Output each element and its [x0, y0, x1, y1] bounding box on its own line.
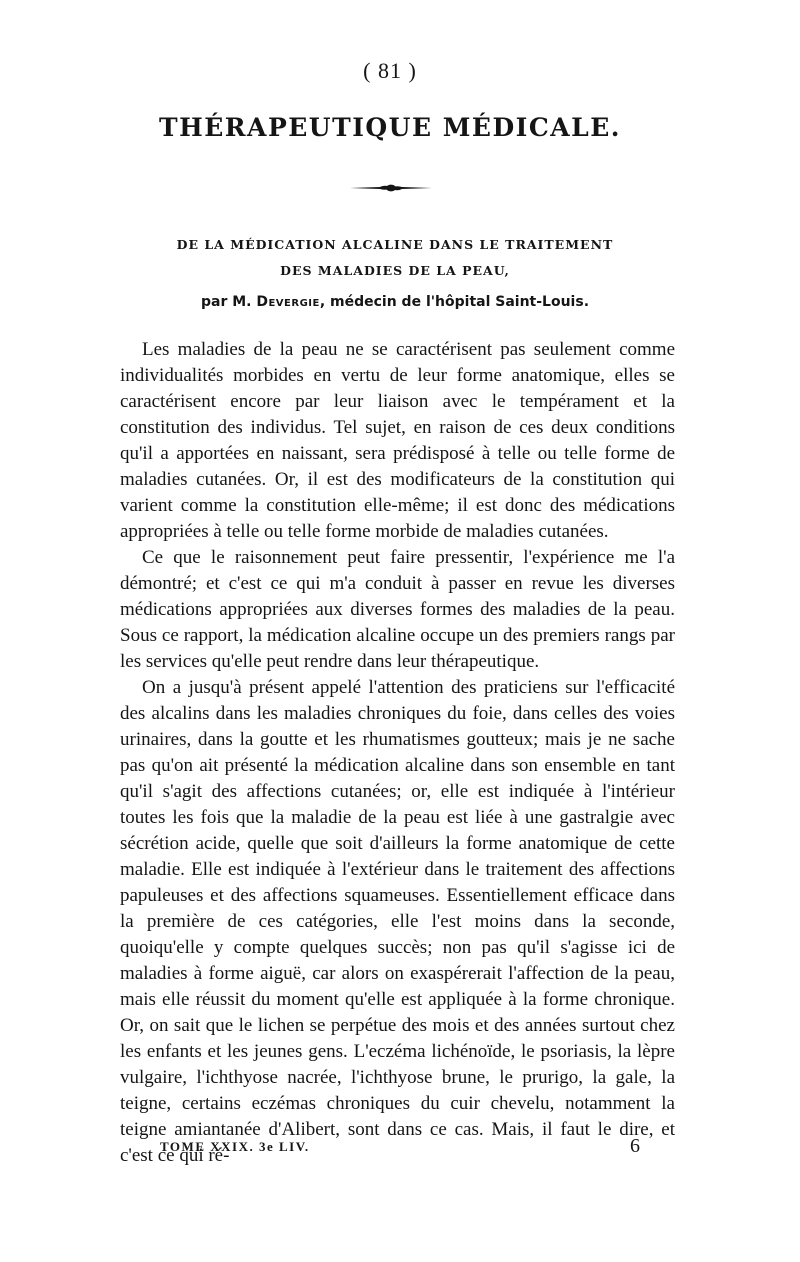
ornament-divider-icon	[350, 184, 432, 192]
section-title: THÉRAPEUTIQUE MÉDICALE.	[159, 113, 621, 142]
paragraph: Les maladies de la peau ne se caractérisent pas seulement comme individualités morbides en vertu de leur forme anatomique, elles se caractérisent encore par leur liaison avec le tempérament et la constitution des individus. Tel sujet, en raison de ces deux conditions qu'il a apportées en naissant, sera prédisposé à telle ou telle forme de maladies cutanées. Or, il est des modificateurs de la constitution qui varient comme la constitution elle-même; il est donc des médications appropriées à telle ou telle forme morbide de maladies cutanées.	[120, 339, 675, 542]
article-title-line-1: DE LA MÉDICATION ALCALINE DANS LE TRAITEMENT	[176, 237, 614, 252]
byline-prefix: par M.	[200, 294, 257, 310]
byline	[0, 292, 790, 312]
page-number: ( 81 )	[363, 58, 417, 83]
paragraph: On a jusqu'à présent appelé l'attention des praticiens sur l'efficacité des alcalins dans les maladies chroniques du foie, dans celles des voies urinaires, dans la goutte et les rhumatismes goutteux; mais je ne sache pas qu'on ait présenté la médication alcaline dans son ensemble en tant qu'il s'agit des affections cutanées; or, elle est indiquée à l'intérieur toutes les fois que la maladie de la peau est liée à une gastralgie avec sécrétion acide, quelle que soit d'ailleurs la forme anatomique de cette maladie. Elle est indiquée à l'extérieur dans le traitement des affections papuleuses et des affections squameuses. Essentiellement efficace dans la première de ces catégories, elle l'est moins dans la seconde, quoiqu'elle y compte quelques succès; non pas qu'il s'agisse ici de maladies à forme aiguë, car alors on exaspérerait l'affection de la peau, mais elle réussit du moment qu'elle est appliquée à la forme chronique. Or, on sait que le lichen se perpétue des mois et des années surtout chez les enfants et les jeunes gens. L'eczéma lichénoïde, le psoriasis, la lèpre vulgaire, l'ichthyose nacrée, l'ichthyose brune, le prurigo, la gale, la teigne, certains eczémas chroniques du cuir chevelu, notamment la teigne amiantanée d'Alibert, sont dans ce cas. Mais, il faut le dire, et c'est ce qui ré-	[120, 677, 675, 1166]
byline-suffix: , médecin de l'hôpital Saint-Louis.	[319, 294, 590, 310]
page-footer	[160, 1135, 640, 1163]
article-title	[0, 232, 790, 284]
article-title-line-2: DES MALADIES DE LA PEAU,	[280, 263, 510, 278]
sheet-number: 6	[630, 1135, 640, 1157]
volume-signature: TOME XXIX. 3e LIV.	[160, 1139, 310, 1154]
paragraph: Ce que le raisonnement peut faire pressentir, l'expérience me l'a démontré; et c'est ce qui m'a conduit à passer en revue les diverses médications appropriées aux diverses formes des maladies de la peau. Sous ce rapport, la médication alcaline occupe un des premiers rangs par les services qu'elle peut rendre dans leur thérapeutique.	[120, 547, 675, 672]
author-name: Devergie	[256, 294, 320, 310]
article-body	[120, 337, 675, 1169]
